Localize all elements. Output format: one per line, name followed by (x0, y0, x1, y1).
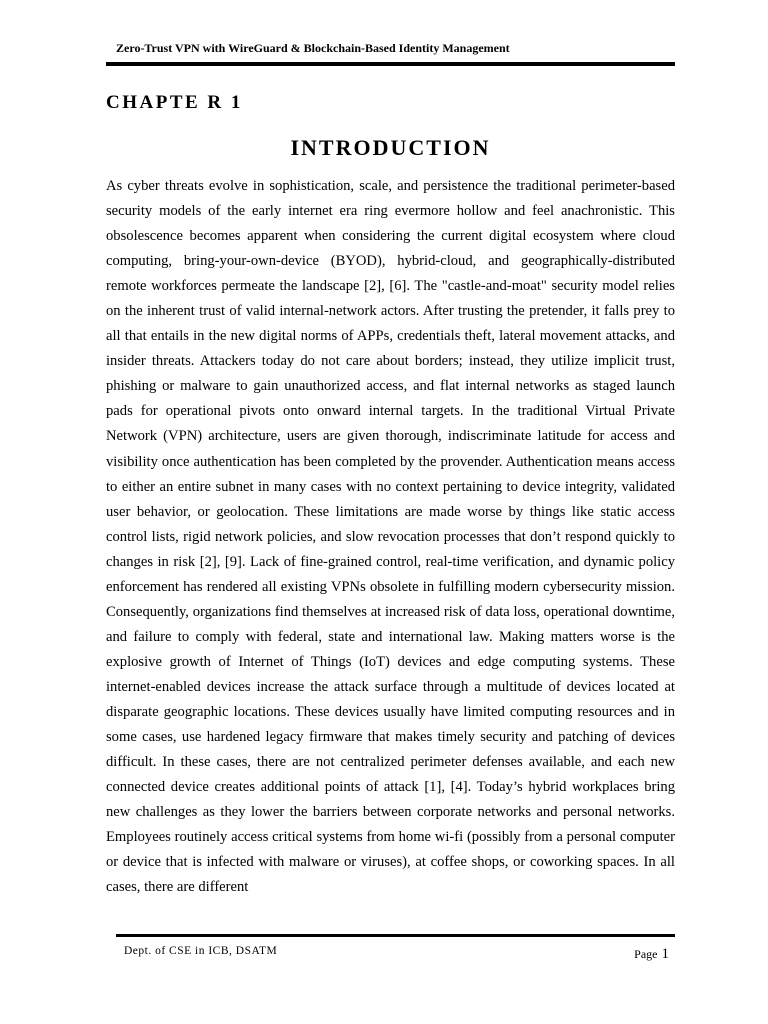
header-divider (106, 62, 675, 66)
chapter-label: CHAPTE R 1 (106, 92, 243, 113)
page-number: 1 (661, 946, 669, 962)
footer-divider (116, 934, 675, 937)
running-header: Zero-Trust VPN with WireGuard & Blockchain-Based Identity Management (116, 41, 510, 55)
footer-department: Dept. of CSE in ICB, DSATM (124, 945, 278, 957)
page-label: Page (634, 947, 658, 961)
chapter-title: INTRODUCTION (290, 135, 491, 160)
body-paragraph: As cyber threats evolve in sophistication, scale, and persistence the traditional perimeter-based security models of the early internet era ring evermore hollow and feel anachronistic. This obsolescence becomes apparent when considering the current digital ecosystem where cloud computing, bring-your-own-device (BYOD), hybrid-cloud, and geographically-distributed remote workforces permeate the landscape [2], [6]. The "castle-and-moat" security model relies on the inherent trust of valid internal-network actors. After trusting the pretender, it falls prey to all that entails in the new digital norms of APPs, credentials theft, lateral movement attacks, and insider threats. Attackers today do not care about borders; instead, they utilize implicit trust, phishing or malware to gain unauthorized access, and flat internal networks as staged launch pads for operational pivots onto onward internal targets. In the traditional Virtual Private Network (VPN) architecture, users are given thorough, indiscriminate latitude for access and visibility once authentication has been completed by the provender. Authentication means access to either an entire subnet in many cases with no context pertaining to device integrity, validated user behavior, or geolocation. These limitations are made worse by things like static access control lists, rigid network policies, and slow revocation processes that don’t respond quickly to changes in risk [2], [9]. Lack of fine-grained control, real-time verification, and dynamic policy enforcement has rendered all existing VPNs obsolete in fulfilling modern cybersecurity mission. Consequently, organizations find themselves at increased risk of data loss, operational downtime, and failure to comply with federal, state and international law. Making matters worse is the explosive growth of Internet of Things (IoT) devices and edge computing systems. These internet-enabled devices increase the attack surface through a multitude of devices located at disparate geographic locations. These devices usually have limited computing resources and in some cases, use hardened legacy firmware that makes timely security and patching of devices difficult. In these cases, there are not centralized perimeter defenses available, and each new connected device creates additional points of attack [1], [4]. Today’s hybrid workplaces bring new challenges as they lower the barriers between corporate networks and personal networks. Employees routinely access critical systems from home wi-fi (possibly from a personal computer or device that is infected with malware or viruses), at coffee shops, or coworking spaces. In all cases, there are different (106, 178, 675, 896)
footer-page-indicator (634, 945, 669, 963)
